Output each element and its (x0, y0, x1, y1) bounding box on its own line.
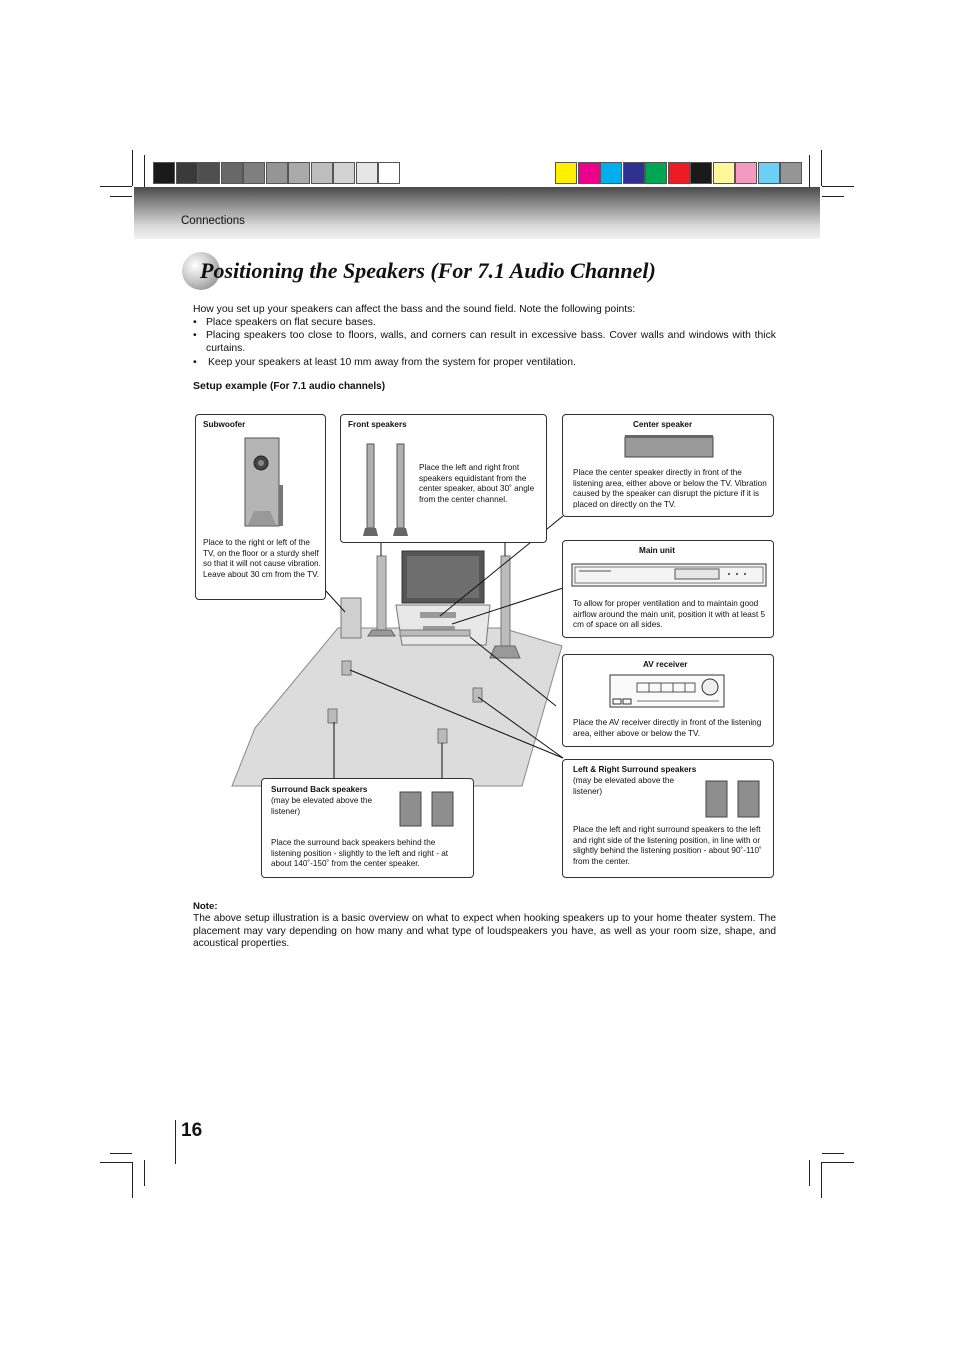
page-title: Positioning the Speakers (For 7.1 Audio Channel) (200, 258, 656, 283)
subwoofer-image (244, 437, 284, 529)
front-left-speaker (377, 556, 386, 632)
surround-left-speaker (342, 661, 351, 675)
setup-sub: (For 7.1 audio channels) (270, 381, 386, 392)
surround-back-right-speaker (438, 729, 447, 743)
intro-bullet-3: Keep your speakers at least 10 mm away from the system for proper ventilation. (208, 357, 576, 368)
note-text: The above setup illustration is a basic overview on what to expect when hooking speakers up to your home theater system. The placement may vary depending on how many and what type of loudspeakers you have, as well as your room size, shape, and acoustical properties. (193, 913, 776, 950)
front-right-speaker (501, 556, 510, 646)
main-unit-image (571, 563, 769, 589)
bullet-dot: • (193, 317, 197, 328)
subwoofer-speaker (341, 598, 361, 638)
page-number: 16 (181, 1120, 203, 1141)
intro-bullet-1: Place speakers on flat secure bases. (206, 317, 376, 328)
subwoofer-box (195, 414, 326, 600)
intro-bullet-2: Placing speakers too close to floors, walls, and corners can result in excessive bass. Cover walls and windows with thick curtains. (206, 330, 776, 354)
bullet-dot: • (193, 357, 197, 368)
surround-lr-title: Left & Right Surround speakers (573, 765, 697, 774)
center-text: Place the center speaker directly in front of the listening area, either above or below the TV. Vibration caused by the speaker can disrupt the picture if it is placed on directly on the TV. (573, 468, 767, 509)
av-receiver-title: AV receiver (643, 660, 688, 669)
bullet-dot: • (193, 330, 197, 341)
subwoofer-text: Place to the right or left of the TV, on the floor or a sturdy shelf so that it will not cause vibration. Leave about 30 cm from the TV. (203, 538, 321, 579)
note-heading: Note: (193, 901, 218, 912)
av-receiver-box (562, 654, 774, 747)
surround-back-left-speaker (328, 709, 337, 723)
surround-lr-box (562, 759, 774, 878)
center-title: Center speaker (633, 420, 693, 429)
center-speaker-image (623, 433, 717, 461)
av-receiver-text: Place the AV receiver directly in front of the listening area, either above or below the TV. (573, 718, 762, 738)
front-speakers-box (340, 414, 547, 543)
section-label: Connections (181, 215, 245, 227)
surround-lr-text: Place the left and right surround speakers to the left and right side of the listening position, in line with or slightly behind the listening position - about 90˚-110˚ from the center. (573, 825, 762, 866)
av-receiver-image (609, 673, 727, 709)
surround-right-speaker (473, 688, 482, 702)
setup-label: Setup example (193, 380, 268, 392)
surround-lr-image (705, 780, 763, 820)
surround-back-title: Surround Back speakers (271, 785, 368, 794)
intro-lead: How you set up your speakers can affect the bass and the sound field. Note the following points: (193, 304, 636, 315)
surround-back-box (261, 778, 474, 878)
front-speakers-image (363, 442, 413, 538)
main-unit-title: Main unit (639, 546, 675, 555)
surround-back-sub: (may be elevated above the listener) (271, 796, 373, 816)
page-number-rule (175, 1120, 176, 1164)
front-title: Front speakers (348, 420, 407, 429)
surround-back-image (399, 791, 457, 829)
main-unit-box (562, 540, 774, 638)
surround-back-text: Place the surround back speakers behind the listening position - slightly to the left and right - at about 140˚-150˚ from the center speaker. (271, 838, 449, 869)
main-unit-text: To allow for proper ventilation and to maintain good airflow around the main unit, position it with at least 5 cm of space on all sides. (573, 599, 766, 630)
center-speaker-box (562, 414, 774, 517)
surround-lr-sub: (may be elevated above the listener) (573, 776, 675, 796)
tv-stand (396, 605, 490, 645)
front-text: Place the left and right front speakers equidistant from the center speaker, about 30˚ angle from the center channel. (419, 463, 535, 504)
subwoofer-title: Subwoofer (203, 420, 246, 429)
